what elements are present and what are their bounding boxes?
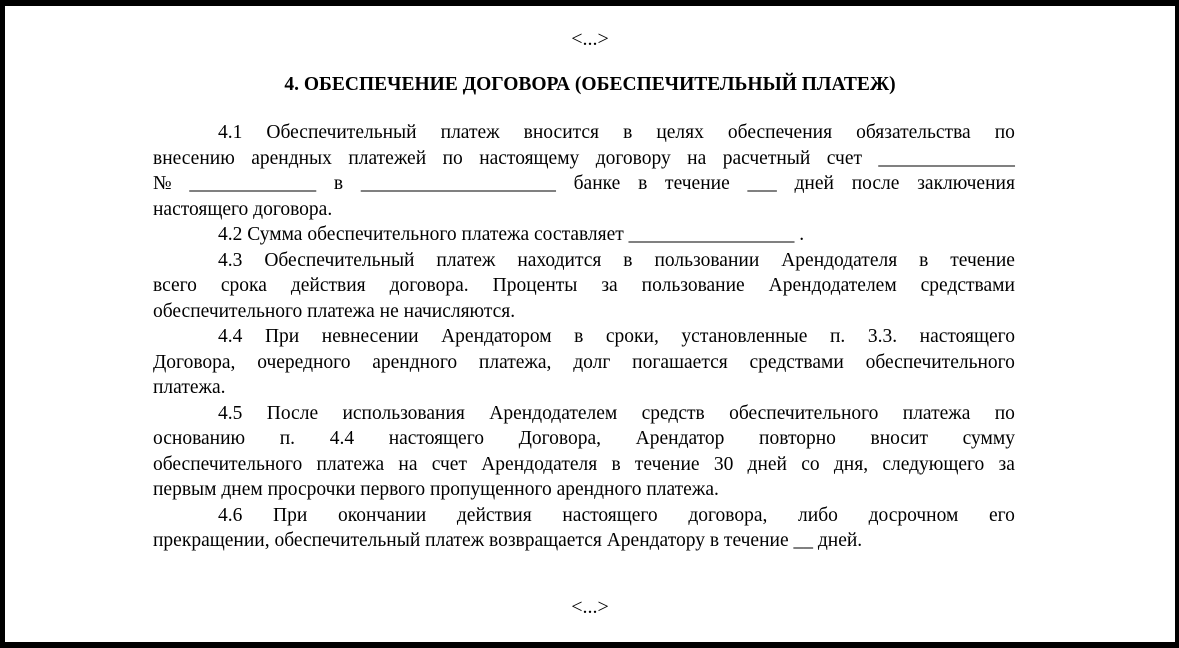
word: платеж — [436, 249, 496, 271]
word: невнесении — [321, 326, 419, 347]
word: погашается — [632, 351, 728, 373]
word: 4.4 — [329, 428, 355, 449]
word: после — [851, 173, 900, 194]
clause-line — [153, 146, 1015, 172]
word: договору — [595, 147, 671, 169]
clause-line — [153, 171, 1015, 197]
clause-line — [153, 375, 1015, 401]
word: установленные — [681, 326, 808, 347]
word: ____________________ — [360, 173, 556, 194]
clause-line — [153, 350, 1015, 376]
word: повторно — [759, 428, 836, 449]
word: Договора, — [518, 428, 602, 449]
word: дней — [794, 173, 834, 194]
clause-line — [153, 120, 1015, 146]
word: арендного — [372, 351, 458, 373]
word: При — [273, 504, 308, 526]
word: настоящего — [562, 504, 658, 526]
word: основанию — [153, 428, 246, 449]
word: п. — [279, 428, 296, 449]
word: его — [989, 504, 1015, 526]
clause-4-4 — [153, 324, 1015, 401]
word: в — [574, 326, 584, 347]
word: в — [919, 249, 929, 271]
word: находится — [517, 249, 602, 271]
word: со — [801, 453, 820, 475]
clause-line — [153, 197, 1015, 223]
word: настоящего — [388, 428, 484, 449]
word: Договора, — [153, 351, 236, 373]
word: 4.4 — [218, 326, 243, 347]
word: за — [998, 453, 1015, 475]
word: платежа — [316, 453, 385, 475]
section-heading: 4. ОБЕСПЕЧЕНИЕ ДОГОВОРА (ОБЕСПЕЧИТЕЛЬНЫЙ ПЛАТЕЖ) — [284, 74, 896, 95]
word: Проценты — [492, 275, 578, 296]
clause-4-6 — [153, 503, 1015, 554]
word: долг — [573, 351, 611, 373]
word: первым днем просрочки первого пропущенного арендного платежа. — [153, 479, 719, 500]
word: вносит — [870, 428, 929, 449]
word: сумму — [962, 428, 1015, 449]
word: банке — [573, 173, 621, 194]
word: в — [638, 173, 648, 194]
clause-line — [153, 299, 1015, 325]
clause-line — [153, 273, 1015, 299]
word: Арендатором — [441, 326, 552, 347]
word: средствами — [920, 275, 1015, 296]
word: окончании — [338, 504, 427, 526]
word: Обеспечительный — [264, 249, 415, 271]
word: Арендодателя — [781, 249, 898, 271]
omission-mark-bottom: <...> — [571, 596, 609, 618]
word: платежа, — [478, 351, 552, 373]
clause-line — [153, 324, 1015, 350]
clause-4-3 — [153, 248, 1015, 325]
document-page — [5, 6, 1175, 642]
word: 4.6 — [218, 504, 243, 526]
word: заключения — [917, 173, 1015, 194]
word: обеспечительного — [865, 351, 1015, 373]
clause-line — [153, 528, 1015, 554]
word: всего — [153, 275, 197, 296]
word: договора. — [389, 275, 469, 296]
word: Арендодателя — [481, 453, 598, 475]
word: внесению — [153, 147, 235, 169]
word: платеж — [440, 122, 500, 143]
word: платежа — [902, 402, 971, 424]
word: обязательства — [856, 122, 971, 143]
word: счет — [826, 147, 862, 169]
word: досрочном — [868, 504, 959, 526]
word: либо — [798, 504, 838, 526]
omission-mark-top: <...> — [571, 28, 609, 50]
word: настоящего — [919, 326, 1015, 347]
word: договора, — [688, 504, 768, 526]
clause-4-1 — [153, 120, 1015, 222]
word: пользование — [641, 275, 745, 296]
word: платежа. — [153, 377, 226, 398]
word: 4.5 — [218, 402, 243, 424]
word: в — [623, 249, 633, 271]
word: Обеспечительный — [266, 122, 417, 143]
clause-4-5 — [153, 401, 1015, 503]
word: на — [398, 453, 418, 475]
word: Арендодателем — [768, 275, 897, 296]
word: платежей — [348, 147, 427, 169]
word: № — [153, 173, 172, 194]
word: в — [611, 453, 621, 475]
word: вносится — [523, 122, 600, 143]
word: 30 — [713, 453, 734, 475]
word: расчетный — [722, 147, 811, 169]
word: по — [442, 147, 463, 169]
word: ___ — [747, 173, 777, 194]
clause-line — [153, 401, 1015, 427]
word: счет — [431, 453, 467, 475]
word: дней — [747, 453, 787, 475]
clause-line — [153, 248, 1015, 274]
word: настоящему — [479, 147, 580, 169]
word: на — [687, 147, 707, 169]
word: 4.2 Сумма обеспечительного платежа составляет _________________ . — [218, 224, 805, 245]
word: После — [266, 402, 319, 424]
word: настоящего договора. — [153, 198, 333, 220]
word: ______________ — [878, 147, 1015, 169]
word: _____________ — [189, 173, 317, 194]
word: средств — [641, 402, 705, 424]
clause-line — [153, 426, 1015, 452]
word: течение — [634, 453, 700, 475]
section-body — [153, 120, 1015, 554]
word: 4.1 — [218, 122, 243, 143]
word: обеспечительного — [729, 402, 879, 424]
word: обеспечения — [727, 122, 833, 143]
clause-4-2 — [153, 222, 1015, 248]
clause-line — [153, 477, 1015, 503]
word: срока — [220, 275, 267, 296]
word: очередного — [257, 351, 351, 373]
clause-line — [153, 222, 1015, 248]
word: п. — [829, 326, 846, 347]
word: действия — [456, 504, 532, 526]
word: по — [994, 402, 1015, 424]
word: прекращении, обеспечительный платеж возвращается Арендатору в течение __ дней. — [153, 530, 863, 551]
word: Арендодателем — [489, 402, 618, 424]
word: в — [623, 122, 633, 143]
word: действия — [290, 275, 366, 296]
word: 3.3. — [867, 326, 898, 347]
word: При — [264, 326, 300, 347]
word: течение — [665, 173, 730, 194]
word: обеспечительного платежа не начисляются. — [153, 300, 516, 322]
word: следующего — [882, 453, 985, 475]
word: за — [601, 275, 618, 296]
word: сроки, — [605, 326, 659, 347]
word: использования — [342, 402, 465, 424]
word: в — [333, 173, 344, 194]
word: арендных — [251, 147, 332, 169]
word: средствами — [749, 351, 844, 373]
word: обеспечительного — [153, 453, 303, 475]
word: 4.3 — [218, 249, 243, 271]
word: пользовании — [654, 249, 760, 271]
clause-line — [153, 452, 1015, 478]
word: Арендатор — [635, 428, 725, 449]
word: целях — [656, 122, 704, 143]
clause-line — [153, 503, 1015, 529]
word: течение — [950, 249, 1015, 271]
word: по — [994, 122, 1015, 143]
word: дня, — [833, 453, 869, 475]
